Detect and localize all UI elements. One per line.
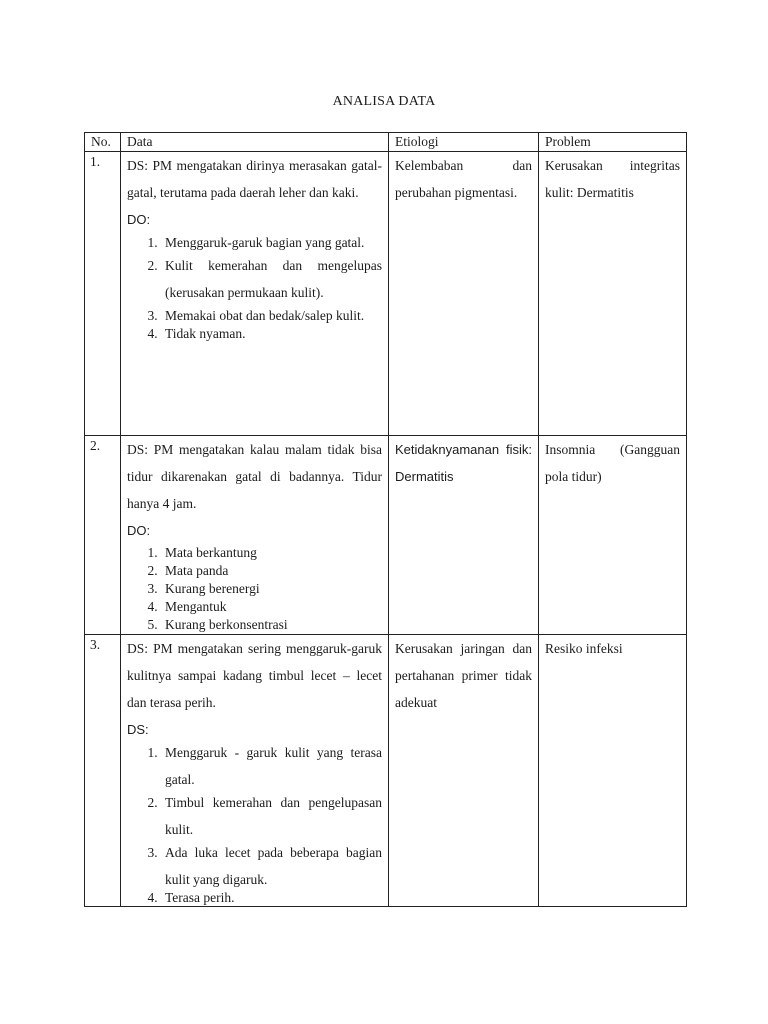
table-row (85, 436, 687, 635)
table-header-row (85, 133, 687, 152)
list-item: 2. Kulit kemerahan dan mengelupas (kerusakan permukaan kulit). (161, 252, 382, 306)
subjective-data: DS: PM mengatakan dirinya merasakan gatal-gatal, terutama pada daerah leher dan kaki. (127, 158, 382, 200)
list-item: 4. Tidak nyaman. (161, 325, 382, 342)
table-row (85, 152, 687, 436)
data-cell (121, 436, 389, 635)
header-etiologi: Etiologi (389, 133, 539, 152)
list-item: 1. Menggaruk - garuk kulit yang terasa gatal. (161, 739, 382, 793)
etiologi-cell (389, 436, 539, 635)
etiologi-text: Kerusakan jaringan dan pertahanan primer tidak adekuat (395, 641, 532, 710)
list-item: 4. Mengantuk (161, 598, 382, 615)
list-item: 2. Mata panda (161, 562, 382, 579)
header-no: No. (85, 133, 121, 152)
etiologi-text: Kelembaban dan perubahan pigmentasi. (395, 158, 532, 200)
list-item: 3. Kurang berenergi (161, 580, 382, 597)
list-item: 4. Terasa perih. (161, 889, 382, 906)
subjective-data: DS: PM mengatakan kalau malam tidak bisa tidur dikarenakan gatal di badannya. Tidur hanya 4 jam. (127, 442, 382, 511)
list-item: 3. Memakai obat dan bedak/salep kulit. (161, 302, 382, 329)
header-data: Data (121, 133, 389, 152)
objective-list (127, 739, 382, 906)
data-cell (121, 152, 389, 436)
list-item: 1. Menggaruk-garuk bagian yang gatal. (161, 229, 382, 256)
row-number: 3. (85, 635, 121, 907)
etiologi-cell (389, 635, 539, 907)
problem-text: Insomnia (Gangguan pola tidur) (545, 442, 680, 484)
etiologi-text: Ketidaknyamanan fisik: Dermatitis (395, 442, 532, 484)
list-item: 3. Ada luka lecet pada beberapa bagian kulit yang digaruk. (161, 839, 382, 893)
problem-cell (539, 635, 687, 907)
problem-cell (539, 152, 687, 436)
problem-text: Resiko infeksi (545, 641, 623, 656)
table-row (85, 635, 687, 907)
problem-text: Kerusakan integritas kulit: Dermatitis (545, 158, 680, 200)
list-item: 1. Mata berkantung (161, 544, 382, 561)
objective-label: DO: (127, 523, 151, 538)
objective-list (127, 229, 382, 342)
row-number: 2. (85, 436, 121, 635)
row-number: 1. (85, 152, 121, 436)
header-problem: Problem (539, 133, 687, 152)
analisa-data-table (84, 132, 687, 907)
list-item: 2. Timbul kemerahan dan pengelupasan kulit. (161, 789, 382, 843)
list-item: 5. Kurang berkonsentrasi (161, 616, 382, 633)
objective-list (127, 544, 382, 633)
subjective-data: DS: PM mengatakan sering menggaruk-garuk kulitnya sampai kadang timbul lecet – lecet dan terasa perih. (127, 641, 382, 710)
problem-cell (539, 436, 687, 635)
document-title: ANALISA DATA (332, 94, 436, 109)
data-cell (121, 635, 389, 907)
etiologi-cell (389, 152, 539, 436)
objective-label: DO: (127, 212, 151, 227)
objective-label: DS: (127, 722, 149, 737)
